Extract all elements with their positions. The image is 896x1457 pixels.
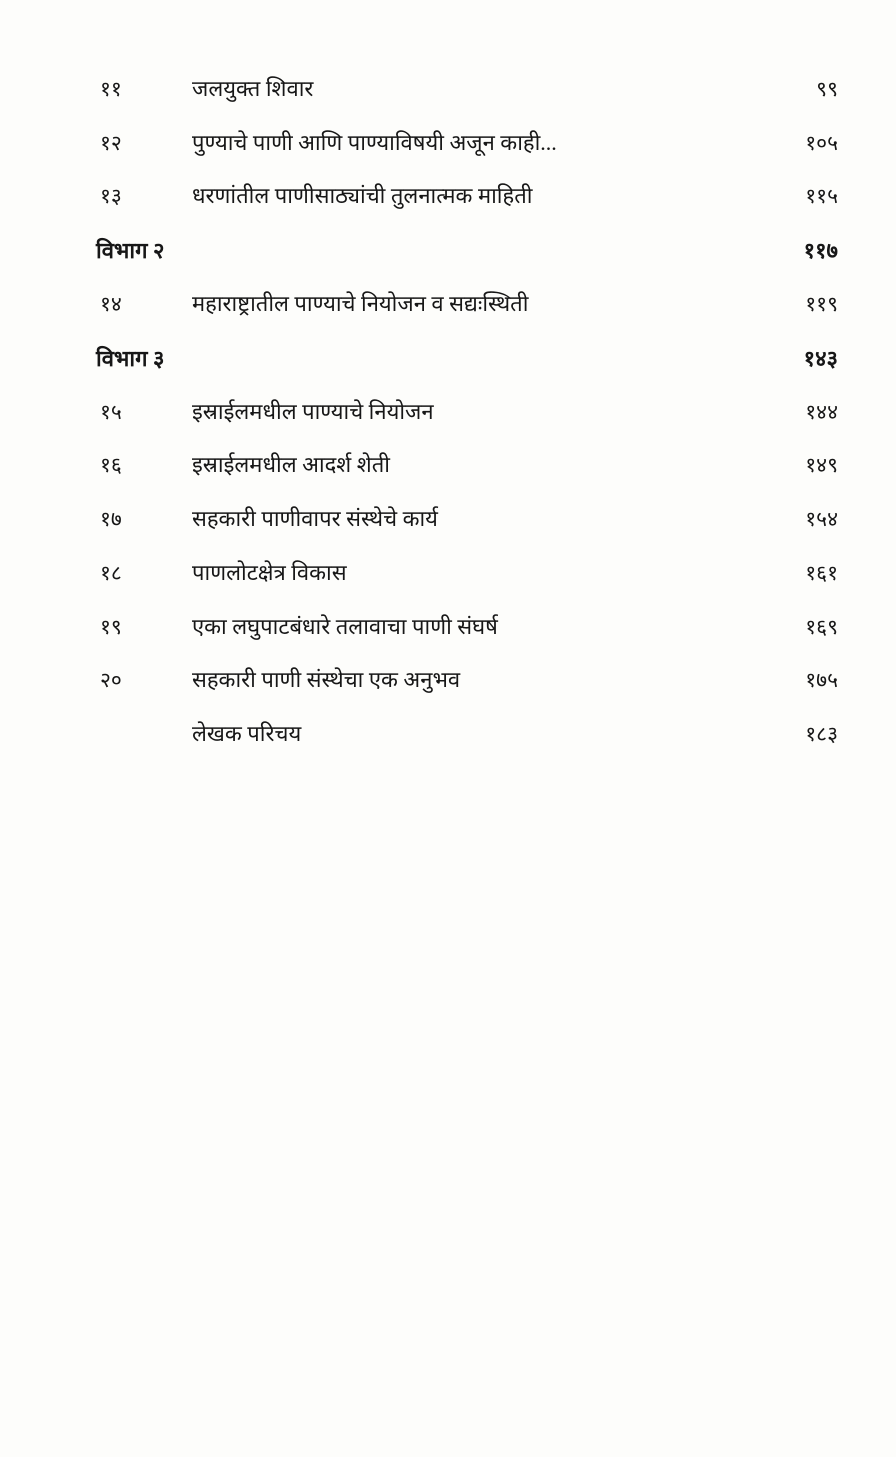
entry-title: इस्राईलमधील पाण्याचे नियोजन: [192, 398, 434, 424]
entry-title: इस्राईलमधील आदर्श शेती: [192, 452, 390, 478]
section-page: १४३: [803, 345, 838, 371]
toc-row: [88, 653, 838, 707]
toc-row: [88, 385, 838, 439]
entry-title: सहकारी पाणी संस्थेचा एक अनुभव: [192, 667, 461, 693]
toc-row: [88, 600, 838, 654]
toc-body: [88, 62, 838, 761]
entry-title: धरणांतील पाणीसाठ्यांची तुलनात्मक माहिती: [192, 183, 533, 209]
entry-page: ९९: [816, 77, 838, 101]
entry-number: ११: [100, 77, 122, 101]
entry-page: ११९: [805, 292, 838, 317]
entry-number: १९: [100, 614, 122, 639]
toc-row: [88, 277, 838, 331]
toc-row: [88, 438, 838, 492]
entry-page: १७५: [805, 668, 838, 693]
entry-title: महाराष्ट्रातील पाण्याचे नियोजन व सद्यःस्थिती: [192, 291, 529, 317]
entry-title: जलयुक्त शिवार: [192, 76, 314, 101]
entry-number: १५: [100, 399, 122, 424]
entry-title: सहकारी पाणीवापर संस्थेचे कार्य: [192, 506, 438, 532]
section-title: [192, 331, 746, 385]
entry-number: १६: [100, 453, 122, 478]
section-title: [192, 223, 746, 277]
entry-page: १६९: [805, 614, 838, 639]
toc-row: [88, 546, 838, 600]
toc-section-row: [88, 223, 838, 277]
toc-row: [88, 116, 838, 170]
toc-row: [88, 707, 838, 761]
entry-title: पुण्याचे पाणी आणि पाण्याविषयी अजून काही...: [192, 129, 557, 155]
entry-title: लेखक परिचय: [192, 720, 302, 746]
entry-number: २०: [100, 668, 122, 693]
toc-row: [88, 492, 838, 546]
entry-number: १८: [100, 560, 122, 585]
entry-number: १३: [100, 184, 122, 209]
entry-number: १२: [100, 130, 122, 155]
entry-page: १८३: [805, 721, 838, 746]
section-label: विभाग ३: [96, 345, 165, 371]
section-label: विभाग २: [96, 238, 165, 264]
toc-section-row: [88, 331, 838, 385]
entry-title: एका लघुपाटबंधारे तलावाचा पाणी संघर्ष: [192, 613, 498, 639]
entry-page: १४४: [805, 399, 838, 424]
entry-number: १७: [100, 507, 122, 532]
table-of-contents: [88, 62, 838, 761]
entry-number: [88, 707, 192, 761]
toc-row: [88, 62, 838, 116]
entry-page: १४९: [805, 453, 838, 478]
toc-row: [88, 169, 838, 223]
entry-number: १४: [100, 292, 122, 317]
entry-title: पाणलोटक्षेत्र विकास: [192, 559, 347, 585]
section-page: ११७: [803, 238, 838, 264]
entry-page: १६१: [805, 560, 838, 585]
entry-page: ११५: [805, 184, 838, 209]
entry-page: १५४: [805, 507, 838, 532]
entry-page: १०५: [805, 130, 838, 155]
